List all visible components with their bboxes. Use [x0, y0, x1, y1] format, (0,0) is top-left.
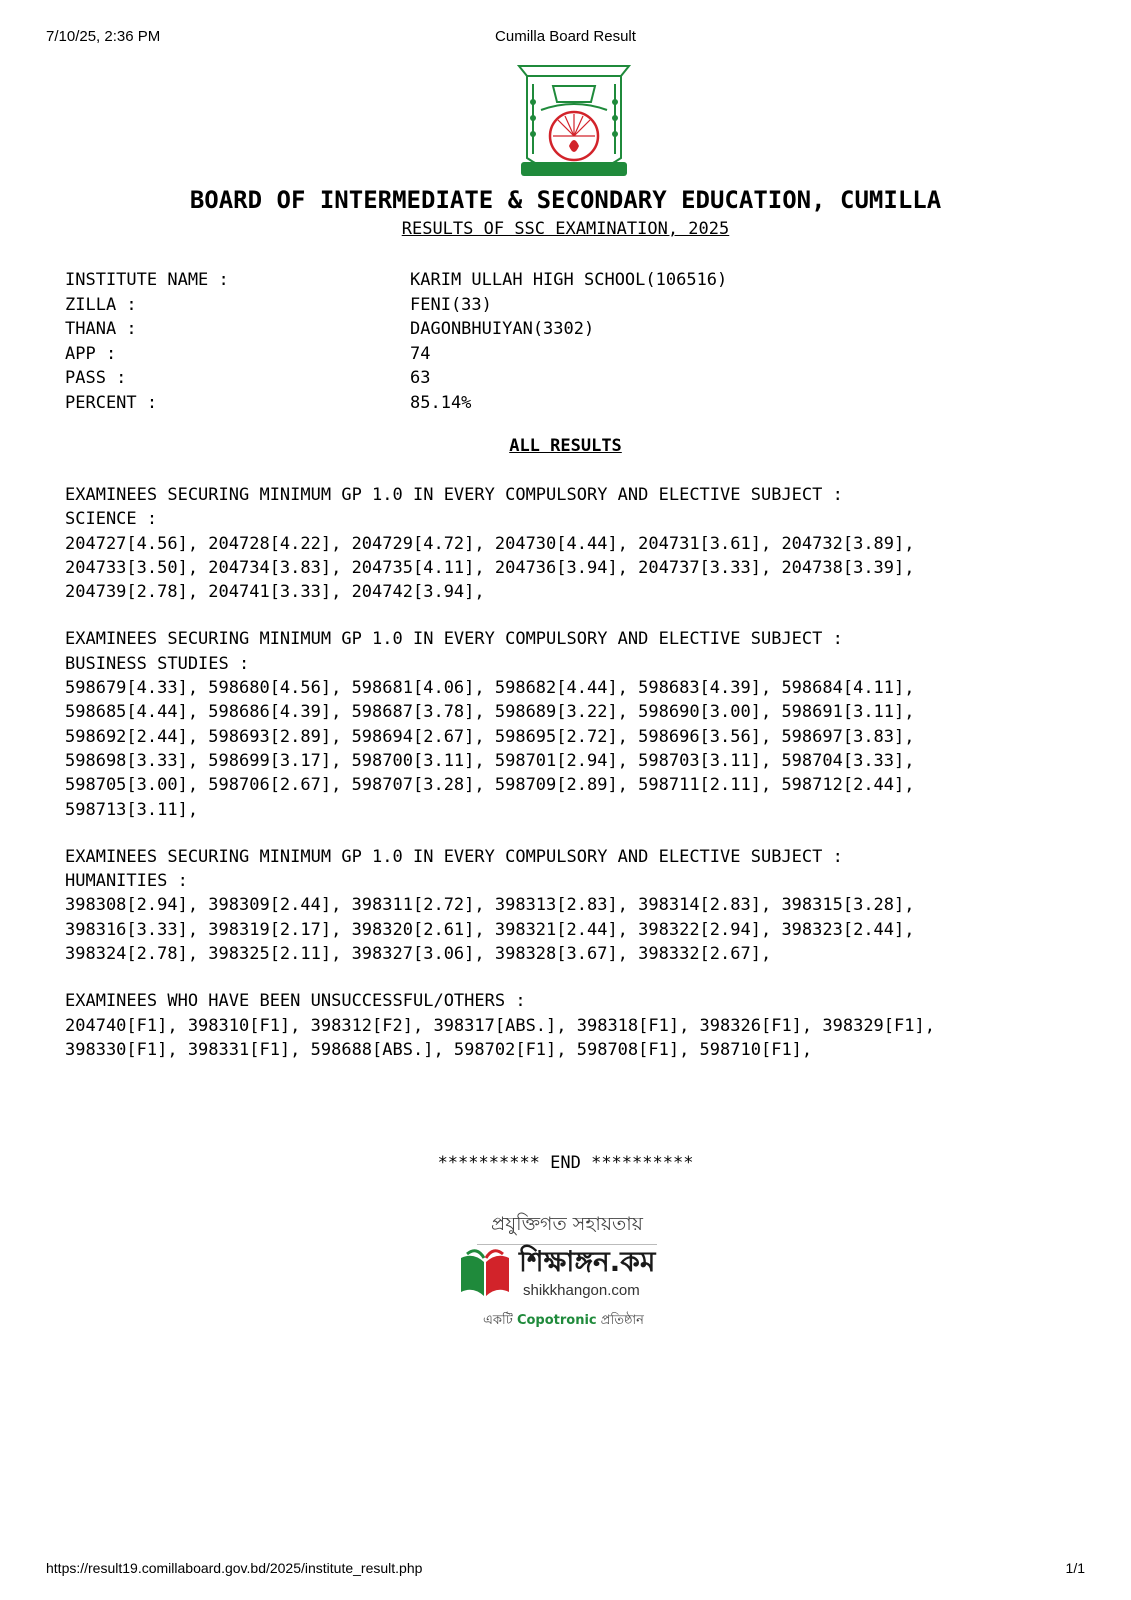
results-list	[65, 483, 1085, 1085]
board-logo	[513, 62, 635, 186]
section-group: HUMANITIES :	[65, 871, 188, 892]
info-value: 85.14%	[410, 392, 472, 413]
result-line: 398330[F1], 398331[F1], 598688[ABS.], 598702[F1], 598708[F1], 598710[F1],	[65, 1039, 813, 1060]
result-line: 204733[3.50], 204734[3.83], 204735[4.11], 204736[3.94], 204737[3.33], 204738[3.39],	[65, 557, 915, 578]
print-date: 7/10/25, 2:36 PM	[46, 28, 161, 45]
result-line: 398316[3.33], 398319[2.17], 398320[2.61], 398321[2.44], 398322[2.94], 398323[2.44],	[65, 919, 915, 940]
sponsor-name: শিক্ষাঙ্গন.কম	[519, 1245, 656, 1278]
info-row-app	[65, 342, 1065, 367]
section-business-studies	[65, 627, 1085, 821]
institute-info	[65, 268, 1065, 415]
sponsor-owner	[483, 1311, 644, 1332]
section-heading: EXAMINEES SECURING MINIMUM GP 1.0 IN EVERY COMPULSORY AND ELECTIVE SUBJECT :	[65, 629, 843, 650]
info-label: ZILLA :	[65, 294, 137, 315]
result-line: 598692[2.44], 598693[2.89], 598694[2.67], 598695[2.72], 598696[3.56], 598697[3.83],	[65, 726, 915, 747]
info-row-institute	[65, 268, 1065, 293]
result-line: 598705[3.00], 598706[2.67], 598707[3.28], 598709[2.89], 598711[2.11], 598712[2.44],	[65, 775, 915, 796]
print-page-number: 1/1	[1065, 1560, 1085, 1576]
exam-title	[0, 219, 1131, 239]
info-label: APP :	[65, 343, 117, 364]
info-value: 63	[410, 368, 431, 388]
all-results-heading	[0, 436, 1131, 456]
result-line: 398324[2.78], 398325[2.11], 398327[3.06], 398328[3.67], 398332[2.67],	[65, 944, 772, 965]
section-science	[65, 483, 1085, 604]
info-value: KARIM ULLAH HIGH SCHOOL(106516)	[410, 270, 728, 290]
result-line: 598698[3.33], 598699[3.17], 598700[3.11], 598701[2.94], 598703[3.11], 598704[3.33],	[65, 750, 915, 771]
info-label: INSTITUTE NAME :	[65, 270, 229, 290]
info-value: FENI(33)	[410, 294, 492, 315]
info-row-percent	[65, 391, 1065, 416]
sponsor-owner-suffix: প্রতিষ্ঠান	[600, 1313, 644, 1328]
info-row-thana	[65, 317, 1065, 342]
all-results-text: ALL RESULTS	[509, 436, 622, 456]
info-value: 74	[410, 343, 431, 364]
info-label: PASS :	[65, 368, 127, 388]
print-url: https://result19.comillaboard.gov.bd/2025/institute_result.php	[46, 1560, 423, 1576]
info-row-zilla	[65, 293, 1065, 318]
sponsor-owner-brand: Copotronic	[516, 1313, 597, 1328]
info-value: DAGONBHUIYAN(3302)	[410, 319, 595, 339]
section-heading: EXAMINEES SECURING MINIMUM GP 1.0 IN EVERY COMPULSORY AND ELECTIVE SUBJECT :	[65, 846, 843, 867]
section-group: BUSINESS STUDIES :	[65, 653, 250, 674]
result-line: 204739[2.78], 204741[3.33], 204742[3.94],	[65, 582, 485, 603]
section-heading: EXAMINEES WHO HAVE BEEN UNSUCCESSFUL/OTHERS :	[65, 991, 526, 1012]
sponsor-owner-prefix: একটি	[483, 1313, 513, 1328]
sponsor-site: shikkhangon.com	[523, 1282, 640, 1299]
section-unsuccessful	[65, 989, 1085, 1062]
exam-title-text: RESULTS OF SSC EXAMINATION, 2025	[401, 219, 730, 239]
result-line: 598679[4.33], 598680[4.56], 598681[4.06], 598682[4.44], 598683[4.39], 598684[4.11],	[65, 678, 915, 699]
section-heading: EXAMINEES SECURING MINIMUM GP 1.0 IN EVERY COMPULSORY AND ELECTIVE SUBJECT :	[65, 485, 843, 505]
sponsor-tagline: প্রযুক্তিগত সহায়তায়	[477, 1210, 657, 1245]
print-title: Cumilla Board Result	[495, 28, 636, 45]
section-group: SCIENCE :	[65, 509, 158, 530]
end-marker: ********** END **********	[437, 1153, 694, 1173]
result-line: 204740[F1], 398310[F1], 398312[F2], 398317[ABS.], 398318[F1], 398326[F1], 398329[F1],	[65, 1015, 935, 1036]
board-title: BOARD OF INTERMEDIATE & SECONDARY EDUCATION, CUMILLA	[189, 186, 942, 214]
info-row-pass	[65, 366, 1065, 391]
result-line: 598685[4.44], 598686[4.39], 598687[3.78], 598689[3.22], 598690[3.00], 598691[3.11],	[65, 702, 915, 723]
book-logo-icon	[457, 1246, 513, 1298]
result-line: 598713[3.11],	[65, 799, 199, 820]
result-line: 398308[2.94], 398309[2.44], 398311[2.72], 398313[2.83], 398314[2.83], 398315[3.28],	[65, 895, 915, 916]
info-label: THANA :	[65, 319, 137, 339]
result-line: 204727[4.56], 204728[4.22], 204729[4.72], 204730[4.44], 204731[3.61], 204732[3.89],	[65, 533, 915, 554]
sponsor-block	[455, 1210, 685, 1330]
print-footer	[0, 1560, 1131, 1580]
section-humanities	[65, 845, 1085, 966]
info-label: PERCENT :	[65, 392, 158, 413]
print-header	[0, 28, 1131, 48]
